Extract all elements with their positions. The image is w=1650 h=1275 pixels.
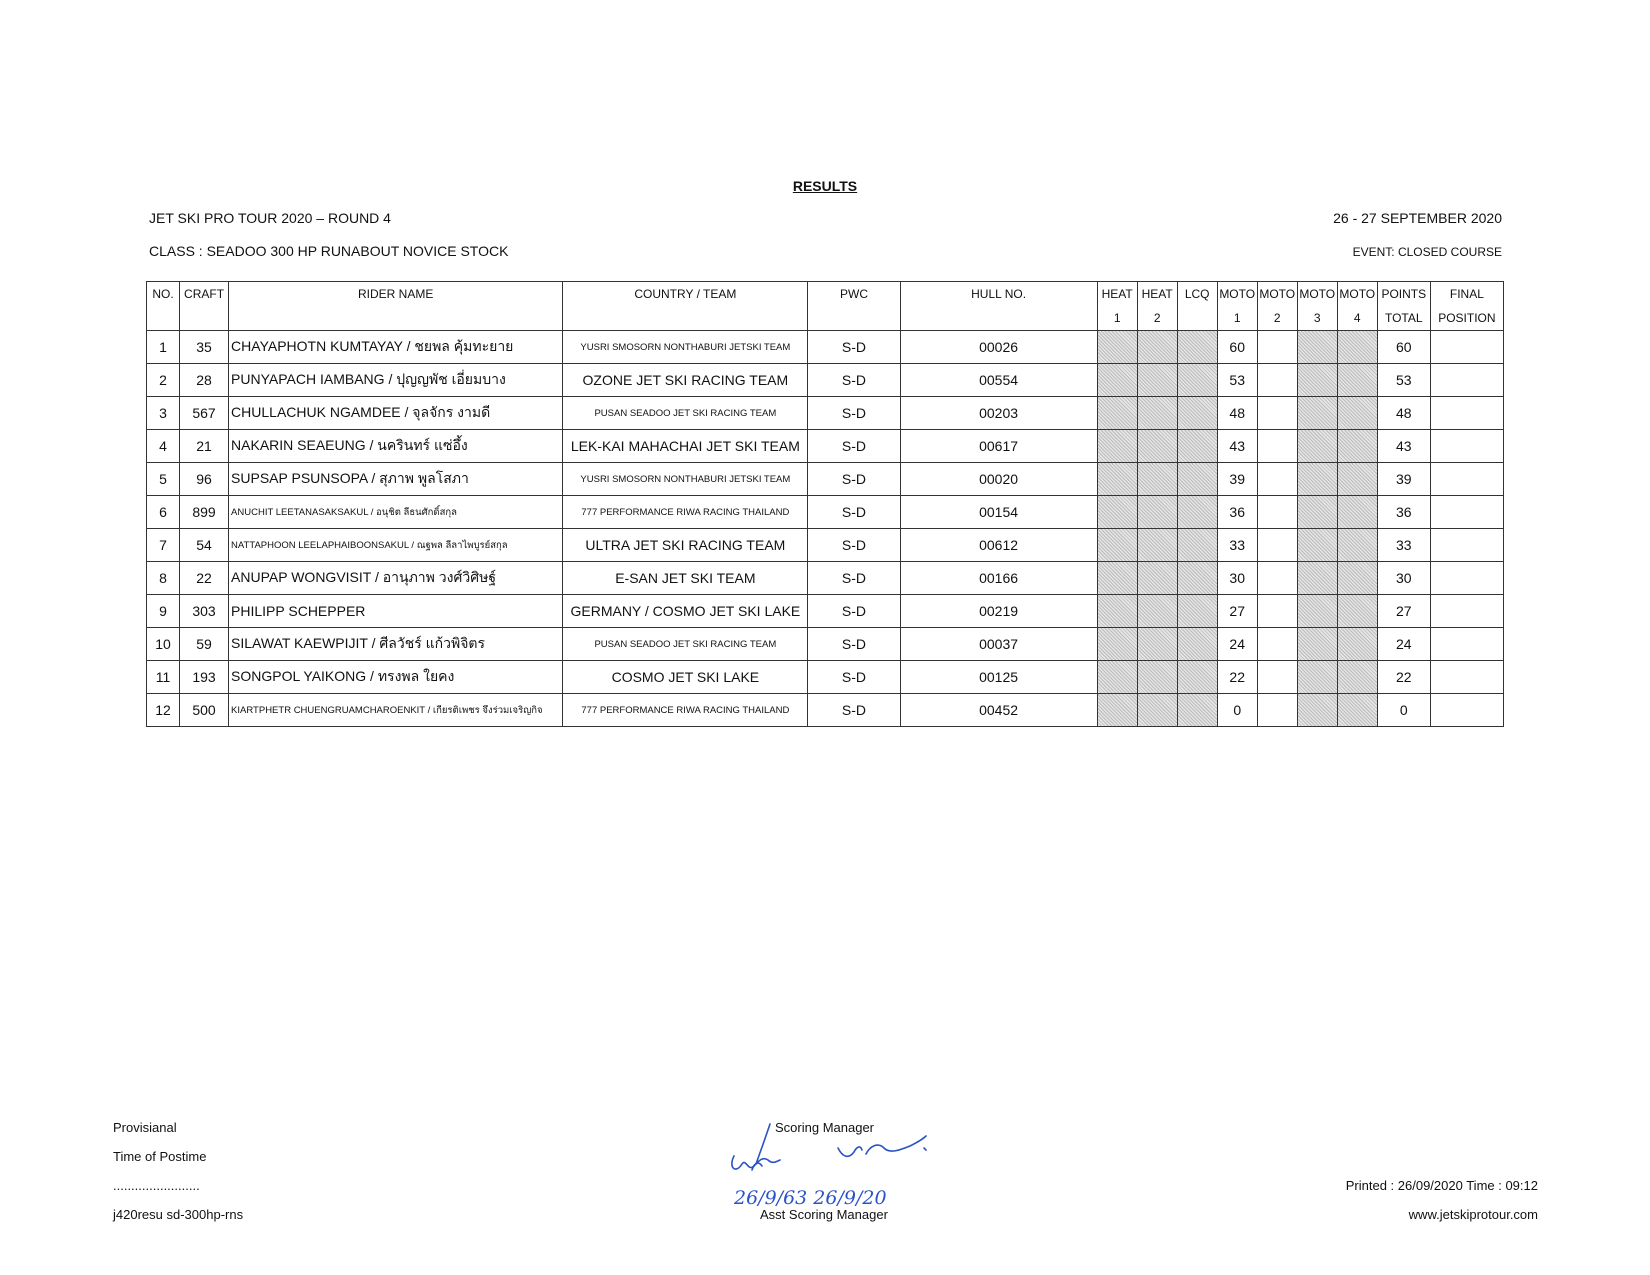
cell-moto1: 33 — [1217, 529, 1257, 562]
cell-total: 43 — [1377, 430, 1430, 463]
cell-team: 777 PERFORMANCE RIWA RACING THAILAND — [563, 694, 808, 727]
cell-heat2 — [1137, 463, 1177, 496]
event-name: JET SKI PRO TOUR 2020 – ROUND 4 — [149, 210, 391, 226]
page-title: RESULTS — [792, 178, 858, 194]
results-body — [147, 331, 1504, 727]
header-hull: HULL NO. — [900, 282, 1097, 307]
cell-moto3 — [1297, 496, 1337, 529]
cell-rider: ANUPAP WONGVISIT / อานุภาพ วงศ์วิศิษฐ์ — [229, 562, 563, 595]
table-row — [147, 364, 1504, 397]
cell-moto2 — [1257, 628, 1297, 661]
cell-lcq — [1177, 661, 1217, 694]
cell-moto3 — [1297, 694, 1337, 727]
cell-no: 6 — [147, 496, 180, 529]
cell-team: PUSAN SEADOO JET SKI RACING TEAM — [563, 628, 808, 661]
cell-craft: 500 — [180, 694, 229, 727]
cell-hull: 00219 — [900, 595, 1097, 628]
cell-heat2 — [1137, 496, 1177, 529]
cell-moto3 — [1297, 628, 1337, 661]
cell-moto4 — [1337, 496, 1377, 529]
printed-timestamp: Printed : 26/09/2020 Time : 09:12 — [1345, 1178, 1538, 1193]
cell-hull: 00026 — [900, 331, 1097, 364]
cell-moto3 — [1297, 562, 1337, 595]
cell-rider: NATTAPHOON LEELAPHAIBOONSAKUL / ณฐพล ลีลาไพบูรย์สกุล — [229, 529, 563, 562]
cell-hull: 00617 — [900, 430, 1097, 463]
cell-heat2 — [1137, 694, 1177, 727]
header-craft: CRAFT — [180, 282, 229, 307]
cell-hull: 00554 — [900, 364, 1097, 397]
cell-moto1: 48 — [1217, 397, 1257, 430]
table-row — [147, 496, 1504, 529]
cell-moto1: 0 — [1217, 694, 1257, 727]
cell-moto3 — [1297, 430, 1337, 463]
cell-moto4 — [1337, 397, 1377, 430]
cell-lcq — [1177, 529, 1217, 562]
cell-hull: 00020 — [900, 463, 1097, 496]
website-text: www.jetskiprotour.com — [1408, 1207, 1538, 1222]
cell-lcq — [1177, 628, 1217, 661]
cell-pwc: S-D — [808, 496, 900, 529]
cell-moto3 — [1297, 595, 1337, 628]
table-row — [147, 694, 1504, 727]
cell-hull: 00154 — [900, 496, 1097, 529]
cell-heat1 — [1097, 694, 1137, 727]
cell-pwc: S-D — [808, 397, 900, 430]
cell-final — [1430, 529, 1503, 562]
cell-rider: CHULLACHUK NGAMDEE / จุลจักร งามดี — [229, 397, 563, 430]
header-rider: RIDER NAME — [229, 282, 563, 307]
cell-hull: 00452 — [900, 694, 1097, 727]
cell-moto3 — [1297, 397, 1337, 430]
header-moto2-sub: 2 — [1257, 306, 1297, 331]
cell-rider: KIARTPHETR CHUENGRUAMCHAROENKIT / เกียรติเพชร จึงร่วมเจริญกิจ — [229, 694, 563, 727]
cell-no: 9 — [147, 595, 180, 628]
cell-heat1 — [1097, 397, 1137, 430]
cell-pwc: S-D — [808, 694, 900, 727]
cell-moto2 — [1257, 595, 1297, 628]
cell-heat1 — [1097, 364, 1137, 397]
header-no: NO. — [147, 282, 180, 307]
cell-moto3 — [1297, 463, 1337, 496]
header-moto3-sub: 3 — [1297, 306, 1337, 331]
table-row — [147, 661, 1504, 694]
event-type: EVENT: CLOSED COURSE — [1352, 245, 1502, 259]
cell-heat1 — [1097, 463, 1137, 496]
cell-moto3 — [1297, 364, 1337, 397]
cell-moto4 — [1337, 430, 1377, 463]
header-craft-sub — [180, 306, 229, 331]
cell-moto2 — [1257, 364, 1297, 397]
header-hull-sub — [900, 306, 1097, 331]
header-lcq-sub — [1177, 306, 1217, 331]
cell-moto1: 22 — [1217, 661, 1257, 694]
cell-rider: SUPSAP PSUNSOPA / สุภาพ พูลโสภา — [229, 463, 563, 496]
cell-craft: 35 — [180, 331, 229, 364]
cell-heat1 — [1097, 628, 1137, 661]
cell-craft: 96 — [180, 463, 229, 496]
cell-team: YUSRI SMOSORN NONTHABURI JETSKI TEAM — [563, 463, 808, 496]
cell-moto3 — [1297, 661, 1337, 694]
cell-no: 5 — [147, 463, 180, 496]
table-row — [147, 562, 1504, 595]
header-heat1: HEAT — [1097, 282, 1137, 307]
header-points-sub: TOTAL — [1377, 306, 1430, 331]
cell-no: 1 — [147, 331, 180, 364]
cell-rider: ANUCHIT LEETANASAKSAKUL / อนุชิต ลีธนศักดิ์สกุล — [229, 496, 563, 529]
postime-dots: ........................ — [113, 1178, 200, 1193]
provisional-label: Provisianal — [113, 1120, 177, 1135]
cell-moto1: 24 — [1217, 628, 1257, 661]
cell-moto1: 43 — [1217, 430, 1257, 463]
cell-hull: 00203 — [900, 397, 1097, 430]
cell-rider: SILAWAT KAEWPIJIT / ศีลวัชร์ แก้วพิจิตร — [229, 628, 563, 661]
cell-final — [1430, 628, 1503, 661]
cell-pwc: S-D — [808, 331, 900, 364]
cell-moto2 — [1257, 661, 1297, 694]
table-row — [147, 430, 1504, 463]
header-heat1-sub: 1 — [1097, 306, 1137, 331]
cell-craft: 22 — [180, 562, 229, 595]
cell-heat2 — [1137, 529, 1177, 562]
header-moto1: MOTO — [1217, 282, 1257, 307]
cell-total: 48 — [1377, 397, 1430, 430]
cell-pwc: S-D — [808, 628, 900, 661]
cell-heat1 — [1097, 496, 1137, 529]
cell-pwc: S-D — [808, 595, 900, 628]
results-table — [146, 281, 1504, 727]
header-row-bottom — [147, 306, 1504, 331]
cell-hull: 00125 — [900, 661, 1097, 694]
cell-moto4 — [1337, 694, 1377, 727]
table-row — [147, 628, 1504, 661]
cell-final — [1430, 364, 1503, 397]
cell-final — [1430, 595, 1503, 628]
cell-pwc: S-D — [808, 529, 900, 562]
cell-no: 3 — [147, 397, 180, 430]
header-final-sub: POSITION — [1430, 306, 1503, 331]
cell-heat1 — [1097, 595, 1137, 628]
cell-craft: 567 — [180, 397, 229, 430]
cell-lcq — [1177, 364, 1217, 397]
event-dates: 26 - 27 SEPTEMBER 2020 — [1333, 210, 1502, 226]
cell-moto2 — [1257, 430, 1297, 463]
cell-moto1: 27 — [1217, 595, 1257, 628]
cell-total: 24 — [1377, 628, 1430, 661]
cell-total: 36 — [1377, 496, 1430, 529]
cell-moto1: 53 — [1217, 364, 1257, 397]
cell-heat2 — [1137, 628, 1177, 661]
cell-moto1: 39 — [1217, 463, 1257, 496]
cell-team: LEK-KAI MAHACHAI JET SKI TEAM — [563, 430, 808, 463]
cell-moto2 — [1257, 694, 1297, 727]
cell-lcq — [1177, 430, 1217, 463]
cell-heat2 — [1137, 397, 1177, 430]
cell-final — [1430, 496, 1503, 529]
header-moto3: MOTO — [1297, 282, 1337, 307]
cell-final — [1430, 331, 1503, 364]
cell-rider: NAKARIN SEAEUNG / นครินทร์ แซ่อึ้ง — [229, 430, 563, 463]
cell-total: 33 — [1377, 529, 1430, 562]
cell-lcq — [1177, 694, 1217, 727]
cell-heat1 — [1097, 331, 1137, 364]
cell-total: 53 — [1377, 364, 1430, 397]
header-heat2-sub: 2 — [1137, 306, 1177, 331]
cell-lcq — [1177, 463, 1217, 496]
cell-total: 60 — [1377, 331, 1430, 364]
cell-rider: PUNYAPACH IAMBANG / ปุญญพัช เอี่ยมบาง — [229, 364, 563, 397]
cell-moto4 — [1337, 628, 1377, 661]
cell-heat2 — [1137, 661, 1177, 694]
cell-no: 2 — [147, 364, 180, 397]
table-row — [147, 331, 1504, 364]
cell-lcq — [1177, 331, 1217, 364]
cell-moto1: 30 — [1217, 562, 1257, 595]
cell-hull: 00612 — [900, 529, 1097, 562]
cell-moto4 — [1337, 463, 1377, 496]
cell-moto4 — [1337, 661, 1377, 694]
cell-team: PUSAN SEADOO JET SKI RACING TEAM — [563, 397, 808, 430]
header-rider-sub — [229, 306, 563, 331]
cell-hull: 00037 — [900, 628, 1097, 661]
header-row-top — [147, 282, 1504, 307]
cell-lcq — [1177, 595, 1217, 628]
cell-team: E-SAN JET SKI TEAM — [563, 562, 808, 595]
cell-final — [1430, 463, 1503, 496]
cell-team: OZONE JET SKI RACING TEAM — [563, 364, 808, 397]
header-moto1-sub: 1 — [1217, 306, 1257, 331]
table-row — [147, 529, 1504, 562]
cell-pwc: S-D — [808, 661, 900, 694]
cell-moto2 — [1257, 331, 1297, 364]
cell-heat2 — [1137, 595, 1177, 628]
cell-team: 777 PERFORMANCE RIWA RACING THAILAND — [563, 496, 808, 529]
header-pwc: PWC — [808, 282, 900, 307]
cell-heat2 — [1137, 364, 1177, 397]
header-moto2: MOTO — [1257, 282, 1297, 307]
cell-lcq — [1177, 562, 1217, 595]
cell-pwc: S-D — [808, 364, 900, 397]
cell-craft: 28 — [180, 364, 229, 397]
header-points: POINTS — [1377, 282, 1430, 307]
time-of-postime-label: Time of Postime — [113, 1149, 207, 1164]
header-moto4: MOTO — [1337, 282, 1377, 307]
cell-no: 12 — [147, 694, 180, 727]
header-heat2: HEAT — [1137, 282, 1177, 307]
cell-moto2 — [1257, 496, 1297, 529]
cell-heat2 — [1137, 331, 1177, 364]
file-code: j420resu sd-300hp-rns — [113, 1207, 244, 1222]
cell-final — [1430, 694, 1503, 727]
cell-pwc: S-D — [808, 463, 900, 496]
cell-final — [1430, 397, 1503, 430]
cell-final — [1430, 661, 1503, 694]
cell-team: ULTRA JET SKI RACING TEAM — [563, 529, 808, 562]
cell-total: 0 — [1377, 694, 1430, 727]
cell-craft: 21 — [180, 430, 229, 463]
class-line: CLASS : SEADOO 300 HP RUNABOUT NOVICE STOCK — [149, 243, 509, 259]
cell-rider: CHAYAPHOTN KUMTAYAY / ชยพล คุ้มทะยาย — [229, 331, 563, 364]
table-row — [147, 595, 1504, 628]
cell-team: GERMANY / COSMO JET SKI LAKE — [563, 595, 808, 628]
cell-craft: 193 — [180, 661, 229, 694]
cell-heat1 — [1097, 562, 1137, 595]
header-team: COUNTRY / TEAM — [563, 282, 808, 307]
cell-craft: 59 — [180, 628, 229, 661]
cell-total: 22 — [1377, 661, 1430, 694]
cell-heat1 — [1097, 430, 1137, 463]
cell-lcq — [1177, 397, 1217, 430]
header-final: FINAL — [1430, 282, 1503, 307]
cell-moto1: 60 — [1217, 331, 1257, 364]
cell-total: 30 — [1377, 562, 1430, 595]
cell-moto3 — [1297, 331, 1337, 364]
header-moto4-sub: 4 — [1337, 306, 1377, 331]
header-team-sub — [563, 306, 808, 331]
cell-moto1: 36 — [1217, 496, 1257, 529]
cell-final — [1430, 430, 1503, 463]
cell-total: 27 — [1377, 595, 1430, 628]
cell-team: YUSRI SMOSORN NONTHABURI JETSKI TEAM — [563, 331, 808, 364]
signature-icon — [728, 1120, 978, 1210]
cell-moto4 — [1337, 364, 1377, 397]
cell-lcq — [1177, 496, 1217, 529]
cell-no: 7 — [147, 529, 180, 562]
cell-moto4 — [1337, 595, 1377, 628]
cell-no: 11 — [147, 661, 180, 694]
cell-hull: 00166 — [900, 562, 1097, 595]
cell-craft: 303 — [180, 595, 229, 628]
cell-moto4 — [1337, 331, 1377, 364]
cell-moto3 — [1297, 529, 1337, 562]
header-no-sub — [147, 306, 180, 331]
scoring-manager-label: Scoring Manager — [775, 1120, 874, 1135]
cell-pwc: S-D — [808, 430, 900, 463]
cell-final — [1430, 562, 1503, 595]
cell-moto4 — [1337, 529, 1377, 562]
table-row — [147, 463, 1504, 496]
cell-heat1 — [1097, 661, 1137, 694]
cell-rider: PHILIPP SCHEPPER — [229, 595, 563, 628]
cell-heat1 — [1097, 529, 1137, 562]
cell-total: 39 — [1377, 463, 1430, 496]
cell-no: 10 — [147, 628, 180, 661]
asst-scoring-manager-label: Asst Scoring Manager — [760, 1207, 888, 1222]
cell-heat2 — [1137, 430, 1177, 463]
cell-craft: 899 — [180, 496, 229, 529]
cell-moto2 — [1257, 397, 1297, 430]
cell-no: 4 — [147, 430, 180, 463]
cell-moto4 — [1337, 562, 1377, 595]
cell-moto2 — [1257, 562, 1297, 595]
cell-team: COSMO JET SKI LAKE — [563, 661, 808, 694]
cell-craft: 54 — [180, 529, 229, 562]
signature-date-text: 26/9/63 26/9/20 — [734, 1187, 887, 1209]
cell-no: 8 — [147, 562, 180, 595]
header-lcq: LCQ — [1177, 282, 1217, 307]
header-pwc-sub — [808, 306, 900, 331]
table-row — [147, 397, 1504, 430]
cell-moto2 — [1257, 463, 1297, 496]
cell-heat2 — [1137, 562, 1177, 595]
cell-moto2 — [1257, 529, 1297, 562]
cell-rider: SONGPOL YAIKONG / ทรงพล ใยคง — [229, 661, 563, 694]
cell-pwc: S-D — [808, 562, 900, 595]
